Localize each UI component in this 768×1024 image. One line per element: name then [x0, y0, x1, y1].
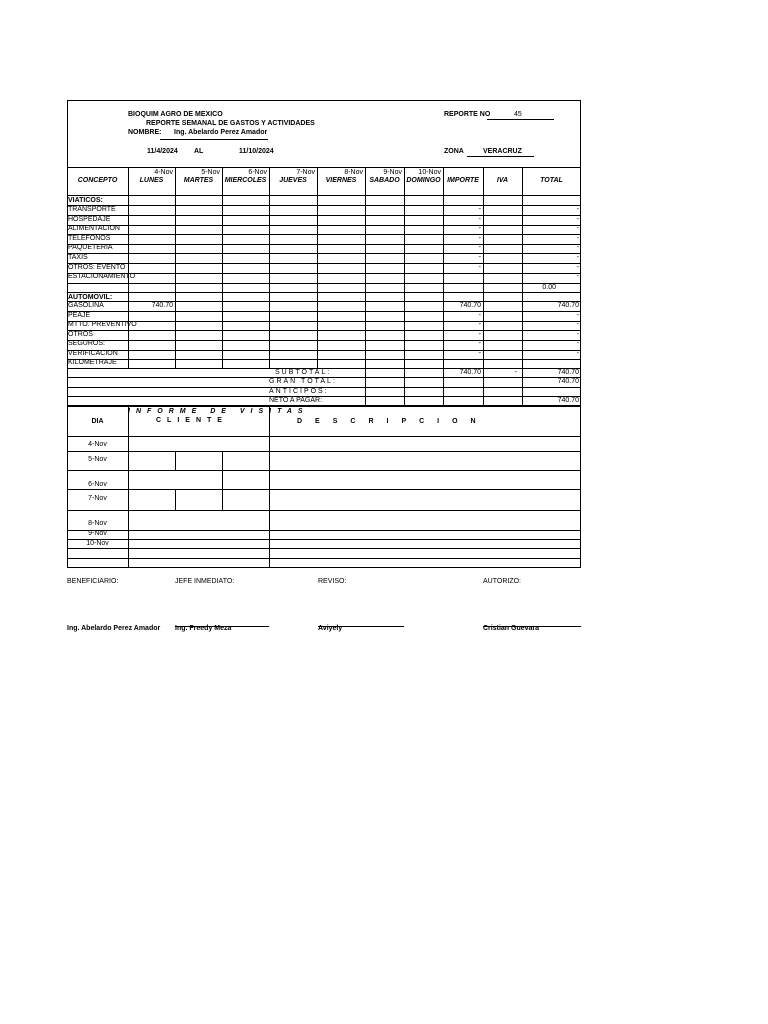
grid-line [404, 167, 405, 368]
row-total: - [576, 312, 579, 319]
row-total: - [576, 350, 579, 357]
name-underline [160, 139, 268, 140]
report-no-value: 45 [514, 111, 522, 118]
jefe-label: JEFE INMEDIATO: [175, 578, 235, 585]
day-name-1: LUNES [139, 177, 164, 184]
descripcion-label: DESCRIPCION [297, 418, 489, 425]
subtotal-importe: 740.70 [459, 369, 481, 376]
grid-line [404, 368, 405, 405]
row-label: TELEFONOS [68, 235, 111, 242]
grid-line [222, 489, 223, 510]
gran-total-value: 740.70 [557, 378, 579, 385]
jefe-name: Ing. Freedy Meza [175, 625, 232, 632]
row-total: - [576, 331, 579, 338]
grid-line [67, 311, 581, 312]
row-label: PAQUETERIA [68, 244, 113, 251]
row-importe: - [478, 244, 481, 251]
viaticos-subtotal: 0.00 [542, 284, 556, 291]
visita-day: 8-Nov [88, 520, 107, 527]
row-label: ALIMENTACION [68, 225, 120, 232]
neto-value: 740.70 [557, 397, 579, 404]
anticipos-label: ANTICIPOS: [269, 388, 329, 395]
row-label: HOSPEDAJE [68, 216, 111, 223]
row-label: KILOMETRAJE [68, 359, 117, 366]
day-date-2: 5-Nov [201, 169, 220, 176]
grid-line [67, 283, 581, 284]
row-label: OTROS: EVENTO [68, 264, 126, 271]
day-name-3: MIERCOLES [224, 177, 267, 184]
grid-line [483, 167, 484, 368]
grid-line [67, 234, 581, 235]
date-from: 11/4/2024 [147, 148, 178, 155]
day-name-6: SABADO [369, 177, 400, 184]
row-importe: - [478, 206, 481, 213]
day-name-7: DOMINGO [406, 177, 441, 184]
day-name-2: MARTES [183, 177, 214, 184]
grid-line [67, 330, 581, 331]
grid-line [67, 405, 581, 407]
day-date-7: 10-Nov [418, 169, 441, 176]
autorizo-name: Cristian Guevara [483, 625, 540, 632]
row-label: GASOLINA [68, 302, 104, 309]
visita-day: 9-Nov [88, 530, 107, 537]
col-total: TOTAL [540, 177, 563, 184]
grid-line [222, 470, 223, 489]
visita-day: 6-Nov [88, 481, 107, 488]
gran-total-label: GRAN TOTAL: [269, 378, 337, 385]
grid-line [67, 359, 581, 360]
grid-line [67, 263, 581, 264]
row-total: - [576, 264, 579, 271]
col-iva: IVA [496, 177, 509, 184]
day-date-3: 6-Nov [248, 169, 267, 176]
row-total: 740.70 [557, 302, 579, 309]
grid-line [67, 558, 581, 559]
viaticos-heading: VIATICOS: [68, 197, 103, 204]
row-importe: 740.70 [459, 302, 481, 309]
grid-line [67, 292, 581, 293]
grid-line [67, 539, 581, 540]
grid-line [269, 167, 270, 368]
grid-line [67, 340, 581, 341]
grid-line [67, 205, 581, 206]
row-importe: - [478, 254, 481, 261]
grid-line [67, 215, 581, 216]
row-importe: - [478, 350, 481, 357]
day-date-5: 8-Nov [344, 169, 363, 176]
beneficiario-label: BENEFICIARIO: [67, 578, 119, 585]
dia-label: DIA [91, 418, 104, 425]
grid-line [67, 167, 581, 168]
row-importe: - [478, 331, 481, 338]
row-importe: - [478, 321, 481, 328]
grid-line [175, 167, 176, 368]
grid-line [128, 167, 129, 368]
beneficiario-name: Ing. Abelardo Perez Amador [67, 625, 161, 632]
row-importe: - [478, 225, 481, 232]
grid-line [67, 530, 581, 531]
row-total: - [576, 244, 579, 251]
grid-line [67, 470, 581, 471]
grid-line [67, 510, 581, 511]
row-label: MTTO. PREVENTIVO [68, 321, 137, 328]
row-importe: - [478, 312, 481, 319]
subtotal-iva: - [514, 369, 517, 376]
row-lunes: 740.70 [151, 302, 173, 309]
name-label: NOMBRE: [128, 129, 162, 136]
day-name-4: JUEVES [279, 177, 307, 184]
col-importe: IMPORTE [447, 177, 479, 184]
grid-line [67, 195, 581, 196]
grid-line [67, 244, 581, 245]
automovil-heading: AUTOMOVIL: [68, 294, 113, 301]
zona-label: ZONA [444, 148, 464, 155]
visita-day: 5-Nov [88, 456, 107, 463]
autorizo-label: AUTORIZO: [483, 578, 521, 585]
row-total: - [576, 321, 579, 328]
grid-line [128, 405, 129, 568]
grid-line [222, 167, 223, 368]
day-date-6: 9-Nov [383, 169, 402, 176]
reviso-label: REVISO: [318, 578, 347, 585]
row-total: - [576, 273, 579, 280]
grid-line [67, 548, 581, 549]
date-to: 11/10/2024 [239, 148, 274, 155]
visita-day: 7-Nov [88, 495, 107, 502]
neto-label: NETO A PAGAR: [269, 397, 323, 404]
row-label: TAXIS [68, 254, 88, 261]
row-label: SEGUROS: [68, 340, 105, 347]
report-title: REPORTE SEMANAL DE GASTOS Y ACTIVIDADES [146, 120, 315, 127]
day-date-4: 7-Nov [296, 169, 315, 176]
grid-line [67, 253, 581, 254]
day-date-1: 4-Nov [154, 169, 173, 176]
grid-line [365, 167, 366, 368]
row-total: - [576, 206, 579, 213]
row-importe: - [478, 264, 481, 271]
name-value: Ing. Abelardo Perez Amador [174, 129, 268, 136]
grid-line [67, 321, 581, 322]
row-label: OTROS [68, 331, 93, 338]
visitas-title: INFORME DE VISITAS [128, 408, 309, 415]
grid-line [67, 451, 581, 452]
col-concepto: CONCEPTO [77, 177, 118, 184]
grid-line [269, 405, 270, 568]
row-total: - [576, 216, 579, 223]
al-label: AL [194, 148, 204, 155]
grid-line [67, 273, 581, 274]
report-no-label: REPORTE NO [444, 111, 491, 118]
row-label: TRANSPORTE [68, 206, 116, 213]
company-name: BIOQUIM AGRO DE MEXICO [128, 111, 223, 118]
row-total: - [576, 235, 579, 242]
grid-line [365, 368, 366, 405]
visita-day: 10-Nov [86, 540, 109, 547]
row-total: - [576, 340, 579, 347]
grid-line [67, 489, 581, 490]
day-name-5: VIERNES [325, 177, 357, 184]
grid-line [317, 167, 318, 368]
zona-underline [467, 156, 534, 157]
grid-line [67, 436, 581, 437]
grid-line [175, 451, 176, 470]
grid-line [67, 225, 581, 226]
row-label: PEAJE [68, 312, 91, 319]
grid-line [67, 350, 581, 351]
row-total: - [576, 225, 579, 232]
grid-line [175, 489, 176, 510]
visita-day: 4-Nov [88, 441, 107, 448]
row-importe: - [478, 216, 481, 223]
grid-line [67, 396, 581, 397]
row-importe: - [478, 235, 481, 242]
subtotal-total: 740.70 [557, 369, 579, 376]
report-no-underline [487, 119, 554, 120]
row-total: - [576, 254, 579, 261]
grid-line [222, 451, 223, 470]
subtotal-label: SUBTOTAL: [275, 369, 332, 376]
row-importe: - [478, 340, 481, 347]
row-label: VERIFICACION [68, 350, 118, 357]
reviso-name: Aviyely [318, 625, 343, 632]
cliente-label: CLIENTE [156, 417, 228, 424]
zona-value: VERACRUZ [483, 148, 522, 155]
row-label: ESTACIONAMIENTO [68, 273, 136, 280]
